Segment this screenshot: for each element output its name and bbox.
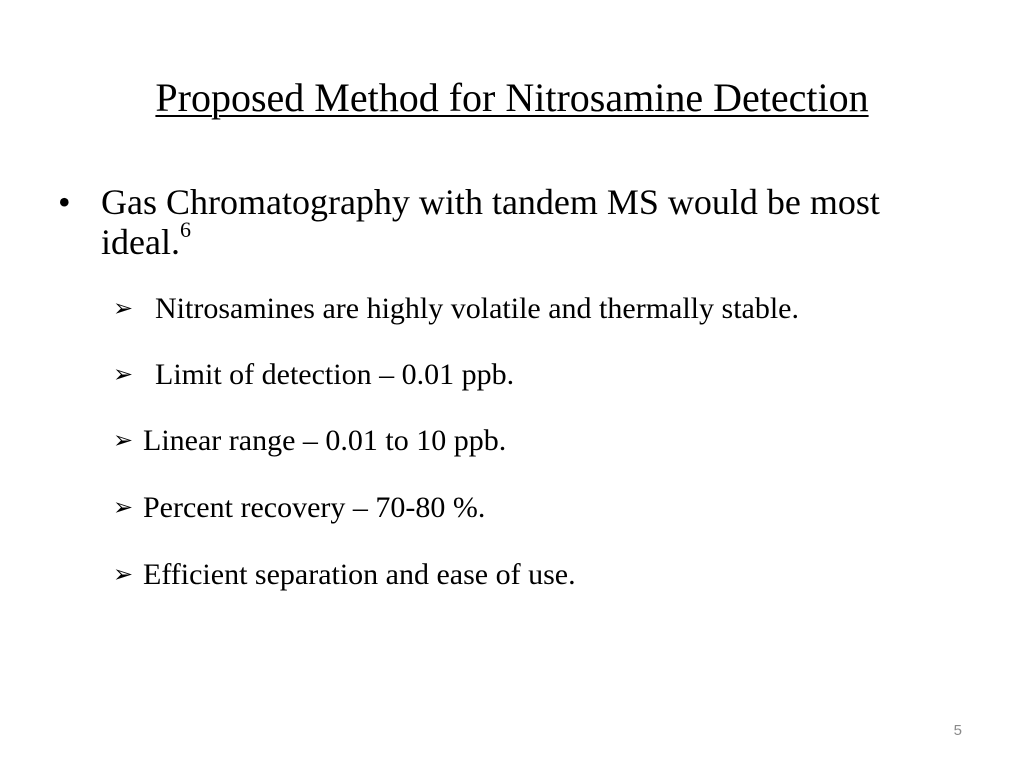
sub-bullet-label: Nitrosamines are highly volatile and thermally stable.: [155, 292, 799, 325]
sub-bullet-detection-limit: [113, 356, 514, 393]
sub-bullet-linear-range: [113, 422, 506, 459]
bullet-dot-icon: •: [58, 182, 71, 222]
sub-bullet-label: Percent recovery – 70-80 %.: [143, 491, 486, 524]
main-bullet-text-block: [101, 182, 961, 262]
sub-bullet-label: Efficient separation and ease of use.: [143, 558, 576, 591]
page-number: 5: [953, 722, 962, 739]
arrow-bullet-icon: ➢: [113, 560, 134, 588]
citation-superscript: 6: [179, 217, 191, 242]
main-bullet-text: Gas Chromatography with tandem MS would be most ideal.: [101, 182, 880, 262]
sub-bullet-separation: [113, 556, 576, 593]
sub-bullet-label: Linear range – 0.01 to 10 ppb.: [143, 424, 507, 457]
arrow-bullet-icon: ➢: [113, 426, 134, 454]
sub-bullet-label: Limit of detection – 0.01 ppb.: [155, 358, 515, 391]
sub-bullet-recovery: [113, 489, 485, 526]
slide-title-text: Proposed Method for Nitrosamine Detection: [155, 75, 869, 120]
slide-title: [0, 74, 1024, 122]
sub-bullet-volatility: [113, 290, 799, 327]
arrow-bullet-icon: ➢: [113, 294, 134, 322]
arrow-bullet-icon: ➢: [113, 493, 134, 521]
arrow-bullet-icon: ➢: [113, 360, 134, 388]
